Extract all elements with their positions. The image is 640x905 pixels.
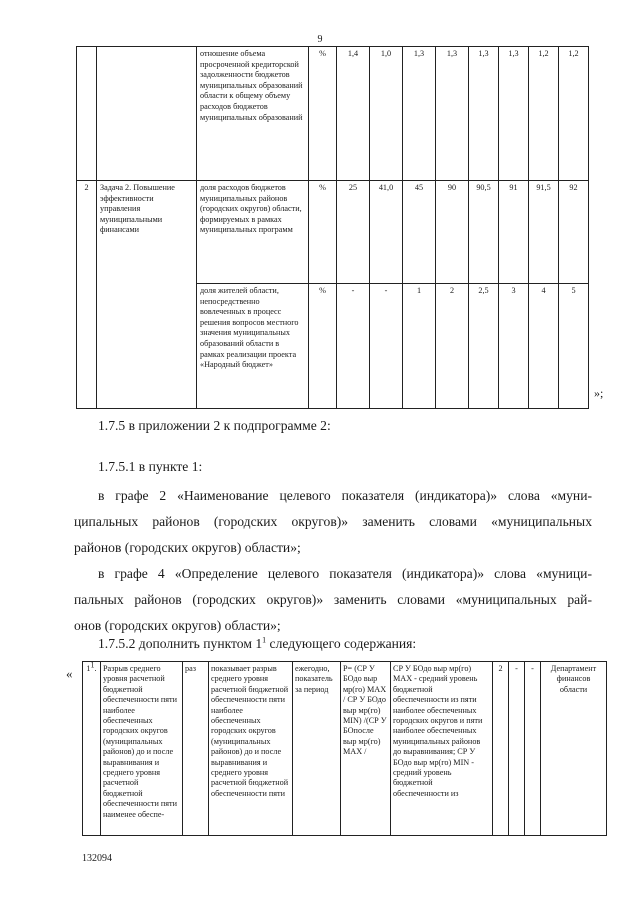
value-cell: 91,5	[529, 181, 559, 284]
value-cell: 1	[403, 284, 436, 409]
paragraph-text: следующего содержания:	[266, 636, 417, 651]
value-cell: 41,0	[370, 181, 403, 284]
value-cell: 4	[529, 284, 559, 409]
value-cell: 45	[403, 181, 436, 284]
indicator-cell: доля жителей области, непосредственно вовлеченных в процесс решения вопросов местного значения муниципальных образований области в рамках реализации проекта «Народный бюджет»	[197, 284, 309, 409]
paragraph-text-line: ципальных районов (городских округов)» заменить словами «муниципальных	[74, 514, 592, 529]
unit-cell: %	[309, 181, 337, 284]
value-cell: 1,3	[469, 47, 499, 181]
column-7-cell: 2	[493, 662, 509, 836]
value-cell: 2	[436, 284, 469, 409]
paragraph-1-7-5-2	[98, 635, 416, 652]
paragraph-text-line: пальных районов (городских округов)» заменить словами «муниципальных рай-	[74, 592, 592, 607]
unit-cell: %	[309, 47, 337, 181]
paragraph-text-line: районов (городских округов) области»;	[74, 540, 301, 555]
value-cell: 90,5	[469, 181, 499, 284]
document-code: 132094	[82, 853, 112, 864]
paragraph-1-7-5: 1.7.5 в приложении 2 к подпрограмме 2:	[98, 418, 331, 433]
indicator-cell: отношение объема просроченной кредиторской задолженности бюджетов муниципальных образований области к общему объему расходов бюджетов муниципальных образований	[197, 47, 309, 181]
row-number-cell	[83, 662, 101, 836]
indicator-name-cell: Разрыв среднего уровня расчетной бюджетной обеспеченности пяти наиболее обеспеченных городских округов (муниципальных районов) до и после выравнивания и среднего уровня расчетной бюджетной обеспеченности пяти наименее обеспе-	[101, 662, 183, 836]
column-8-cell: -	[509, 662, 525, 836]
paragraph-text-line: в графе 4 «Определение целевого показателя (индикатора)» слова «муници-	[98, 566, 592, 581]
value-cell: -	[370, 284, 403, 409]
value-cell: 1,3	[403, 47, 436, 181]
formula-cell: Р= (СР У БОдо выр мр(го) MAX / СР У БОдо выр мр(го) MIN) /(СР У БОпосле выр мр(го) MAX /	[341, 662, 391, 836]
definition-cell: показывает разрыв среднего уровня расчетной бюджетной обеспеченности пяти наиболее обеспеченных городских округов (муниципальных районов) до и после выравнивания и среднего уровня расчетной бюджетной обеспеченности пяти	[209, 662, 293, 836]
task-cell: Задача 2. Повышение эффективности управления муниципальными финансами	[97, 181, 197, 409]
value-cell: 2,5	[469, 284, 499, 409]
paragraph-1-7-5-1: 1.7.5.1 в пункте 1:	[98, 459, 203, 474]
page-number: 9	[317, 34, 323, 45]
table-cell	[97, 47, 197, 181]
value-cell: -	[337, 284, 370, 409]
indicator-table	[76, 46, 589, 409]
value-cell: 25	[337, 181, 370, 284]
value-cell: 1,2	[529, 47, 559, 181]
superscript: 1	[262, 635, 267, 645]
value-cell: 1,2	[559, 47, 589, 181]
row-number: 1	[86, 664, 91, 673]
row-number-cell: 2	[77, 181, 97, 409]
value-cell: 1,3	[436, 47, 469, 181]
paragraph-text-line: в графе 2 «Наименование целевого показателя (индикатора)» слова «муни-	[98, 488, 592, 503]
value-cell: 1,4	[337, 47, 370, 181]
value-cell: 5	[559, 284, 589, 409]
value-cell: 92	[559, 181, 589, 284]
responsible-cell: Департамент финансов области	[541, 662, 607, 836]
superscript: 1	[90, 662, 95, 670]
closing-quote: »;	[594, 386, 604, 400]
value-cell: 3	[499, 284, 529, 409]
value-cell: 1,0	[370, 47, 403, 181]
unit-cell: %	[309, 284, 337, 409]
row-number-dot: .	[94, 664, 97, 673]
paragraph-text-line: онов (городских округов) области»;	[74, 618, 281, 633]
open-quote: «	[66, 666, 73, 681]
value-cell: 90	[436, 181, 469, 284]
indicator-cell: доля расходов бюджетов муниципальных районов (городских округов) области, формируемых в рамках муниципальных программ	[197, 181, 309, 284]
new-item-table	[82, 661, 607, 836]
value-cell: 1,3	[499, 47, 529, 181]
table-cell	[77, 47, 97, 181]
column-9-cell: -	[525, 662, 541, 836]
explanation-cell: СР У БОдо выр мр(го) MAX - средний уровень бюджетной обеспеченности из пяти наиболее обеспеченных городских округов и пяти наиболее обеспеченных муниципальных районов до выравнивания; СР У БОдо выр мр(го) MIN - средний уровень бюджетной обеспеченности из	[391, 662, 493, 836]
value-cell: 91	[499, 181, 529, 284]
paragraph-text: 1.7.5.2 дополнить пунктом 1	[98, 636, 263, 651]
unit-cell: раз	[183, 662, 209, 836]
period-cell: ежегодно, показатель за период	[293, 662, 341, 836]
